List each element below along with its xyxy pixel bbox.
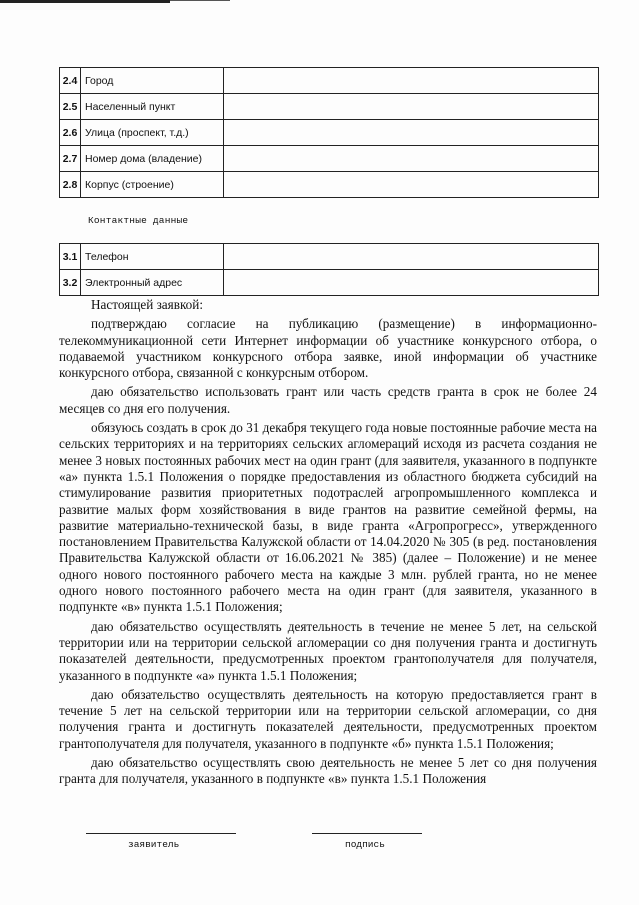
applicant-label: заявитель — [128, 839, 180, 850]
row-number: 2.5 — [60, 94, 81, 120]
signature-line[interactable] — [312, 833, 422, 834]
applicant-signature-line[interactable] — [86, 833, 236, 834]
table-row — [60, 120, 599, 146]
row-number: 2.7 — [60, 146, 81, 172]
table-row — [60, 172, 599, 198]
row-number: 3.2 — [60, 270, 81, 296]
row-value-field[interactable] — [224, 146, 599, 172]
row-value-field[interactable] — [224, 172, 599, 198]
row-label: Номер дома (владение) — [81, 146, 224, 172]
paragraph-grant-usage: даю обязательство использовать грант или часть средств гранта в срок не более 24 месяцев со дня его получения. — [59, 384, 597, 416]
contacts-heading: Контактные данные — [88, 215, 189, 226]
row-label: Корпус (строение) — [81, 172, 224, 198]
row-value-field[interactable] — [224, 94, 599, 120]
table-row — [60, 244, 599, 270]
row-label: Населенный пункт — [81, 94, 224, 120]
table-row — [60, 270, 599, 296]
paragraph-activity-c: даю обязательство осуществлять свою деятельность не менее 5 лет со дня получения гранта для получателя, указанного в подпункте «в» пункта 1.5.1 Положения — [59, 755, 597, 787]
table-row — [60, 68, 599, 94]
row-label: Электронный адрес — [81, 270, 224, 296]
row-label: Улица (проспект, т.д.) — [81, 120, 224, 146]
paragraph-consent: подтверждаю согласие на публикацию (размещение) в информационно-телекоммуникационной сети Интернет информации об участнике конкурсного отбора, о подаваемой участником конкурсного отбора заявке, иной информации об участнике конкурсного отбора, связанной с конкурсным отбором. — [59, 316, 597, 381]
row-value-field[interactable] — [224, 120, 599, 146]
row-value-field[interactable] — [224, 270, 599, 296]
table-row — [60, 146, 599, 172]
row-label: Телефон — [81, 244, 224, 270]
paragraph-activity-b: даю обязательство осуществлять деятельность на которую предоставляется грант в течение 5 лет на сельской территории или на территории сельской агломерации, со дня получения гранта и достигнуть показателей деятельности, предусмотренных проектом грантополучателя для получателя, указанного в подпункте «б» пункта 1.5.1 Положения; — [59, 686, 597, 751]
row-number: 2.6 — [60, 120, 81, 146]
row-label: Город — [81, 68, 224, 94]
table-row — [60, 94, 599, 120]
statement-intro: Настоящей заявкой: — [91, 297, 203, 312]
row-number: 3.1 — [60, 244, 81, 270]
row-number: 2.8 — [60, 172, 81, 198]
paragraph-jobs: обязуюсь создать в срок до 31 декабря текущего года новые постоянные рабочие места на сельских территориях и на территориях сельских агломераций исходя из расчета создания не менее 3 новых постоянных рабочих мест на один грант (для заявителя, указанного в подпункте «а» пункта 1.5.1 Положения о порядке предоставления из областного бюджета субсидий на стимулирование развития приоритетных подотраслей агропромышленного комплекса и развитие малых форм хозяйствования в виде грантов на развитие семейной фермы, на развитие материально-технической базы, в виде гранта «Агропрогресс», утвержденного постановлением Правительства Калужской области от 14.04.2020 № 305 (в ред. постановления Правительства Калужской области от 16.06.2021 № 385) (далее – Положение) и не менее одного нового постоянного рабочего места на каждые 3 млн. рублей гранта, но не менее одного нового постоянного рабочего места на один грант (для заявителя, указанного в подпункте «в» пункта 1.5.1 Положения; — [59, 420, 597, 615]
scan-top-edge — [0, 0, 170, 3]
signature-label: подпись — [345, 839, 385, 850]
address-table — [59, 67, 599, 198]
scan-top-edge-thin — [170, 0, 230, 1]
row-value-field[interactable] — [224, 244, 599, 270]
row-value-field[interactable] — [224, 68, 599, 94]
contacts-table — [59, 243, 599, 296]
paragraph-activity-a: даю обязательство осуществлять деятельность в течение не менее 5 лет, на сельской территории или на территории сельской агломерации со дня получения гранта и достигнуть показателей деятельности, предусмотренных проектом грантополучателя для получателя, указанного в подпункте «а» пункта 1.5.1 Положения; — [59, 618, 597, 683]
statement-body — [59, 297, 597, 788]
row-number: 2.4 — [60, 68, 81, 94]
